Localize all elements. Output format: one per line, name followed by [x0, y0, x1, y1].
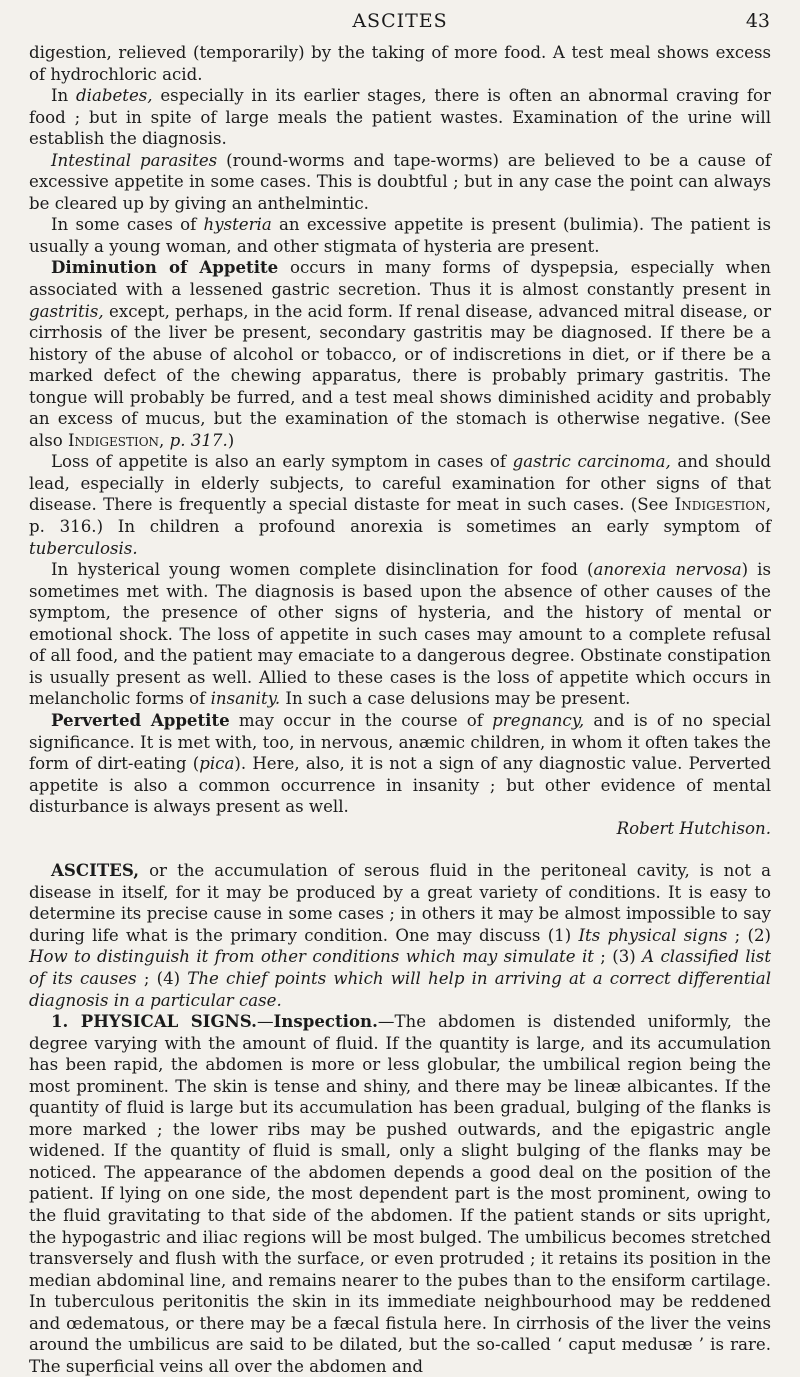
- bold-heading: Perverted Appetite: [51, 709, 230, 730]
- italic-term: Intestinal parasites: [51, 150, 218, 170]
- page-body: [29, 42, 771, 1377]
- italic-term: pregnancy,: [492, 710, 585, 730]
- text-run: ) is sometimes met with. The diagnosis is based upon the absence of other causes of the symptom, the presence of other signs of hysteria, and the history of mental or emotional shock. The loss of appetite in such cases may amount to a complete refusal of all food, and the patient may emaciate to a dangerous degree. Obstinate constipation is usually present as well. Allied to these cases is the loss of appetite which occurs in melancholic forms of: [29, 560, 772, 709]
- text-run: digestion, relieved (temporarily) by the taking of more food. A test meal shows excess of hydrochloric acid.: [29, 43, 771, 84]
- bold-subheading: Inspection.: [273, 1011, 378, 1032]
- italic-term: gastritis,: [29, 301, 104, 321]
- text-run: or the accumulation of serous fluid in the peritoneal cavity, is not a disease in itself, for it may be produced by a great variety of conditions. It is easy to determine its precise cause in some cases ; in others it may be almost impossible to say during life what is the primary condition. One may discuss (1): [29, 861, 771, 945]
- paragraph-diminution-of-appetite: [29, 257, 771, 451]
- text-run: ; (4): [136, 968, 188, 988]
- italic-term: gastric carcinoma,: [512, 452, 671, 472]
- cross-reference: Indigestion,: [674, 495, 771, 515]
- text-run: may occur in the course of: [229, 710, 493, 730]
- text-run: —The abdomen is distended uniformly, the degree varying with the amount of fluid. If the quantity is large, and its accumulation has been rapid, the abdomen is more or less globular, the umbilical region being the most prominent. The skin is tense and shiny, and there may be lineæ albicantes. If the quantity of fluid is large but its accumulation has been gradual, bulging of the flanks is more marked ; the lower ribs may be pushed outwards, and the epigastric angle widened. If the quantity of fluid is small, only a slight bulging of the flanks may be noticed. The appearance of the abdomen depends a good deal on the position of the patient. If lying on one side, the most dependent part is the most prominent, owing to the fluid gravitating to that side of the abdomen. If the patient stands or sits upright, the hypogastric and iliac regions will be most bulged. The umbilicus becomes stretched transversely and flush with the surface, or even protruded ; it retains its position in the median abdominal line, and remains nearer to the pubes than to the ensiform cartilage. In tuberculous peritonitis the skin in its immediate neighbourhood may be reddened and œdematous, or there may be a fæcal fistula here. In cirrhosis of the liver the veins around the umbilicus are said to be dilated, but the so-called ‘ caput medusæ ’ is rare. The superficial veins all over the abdomen and: [29, 1012, 771, 1376]
- italic-term: hysteria: [203, 215, 272, 235]
- text-run: and should lead, especially in elderly subjects, to careful examination for other signs of that disease. There is frequently a special distaste for meat in such cases. (See: [29, 452, 772, 515]
- paragraph-gastric-carcinoma: [29, 451, 771, 559]
- bold-heading: Diminution of Appetite: [51, 257, 279, 278]
- text-run: ; (3): [593, 947, 643, 967]
- italic-term: pica: [199, 754, 235, 774]
- italic-term: insanity.: [210, 689, 281, 709]
- text-run: ). Here, also, it is not a sign of any diagnostic value. Perverted appetite is also a common occurrence in insanity ; but other evidence of mental disturbance is always present as well.: [29, 754, 771, 817]
- italic-term: A classified list of its causes: [29, 947, 771, 988]
- italic-term: Its physical signs: [578, 925, 728, 945]
- text-run: p. 316.) In children a profound anorexia is sometimes an early symptom of: [29, 517, 771, 537]
- bold-heading: ASCITES,: [51, 860, 139, 881]
- italic-term: How to distinguish it from other conditions which may simulate it: [29, 947, 594, 967]
- text-run: Loss of appetite is also an early symptom in cases of: [51, 452, 513, 472]
- paragraph-diabetes: [29, 85, 771, 150]
- italic-term: diabetes,: [76, 86, 153, 106]
- page-reference: p. 317.: [164, 430, 228, 450]
- paragraph-intestinal-parasites: [29, 150, 771, 215]
- paragraph-hysteria: [29, 214, 771, 257]
- page-header: [0, 6, 800, 36]
- paragraph-anorexia-nervosa: [29, 559, 771, 710]
- text-run: an excessive appetite is present (bulimia). The patient is usually a young woman, and other stigmata of hysteria are present.: [29, 215, 771, 256]
- text-run: except, perhaps, in the acid form. If renal disease, advanced mitral disease, or cirrhosis of the liver be present, secondary gastritis may be diagnosed. If there be a history of the abuse of alcohol or tobacco, or of indiscretions in diet, or if there be a marked defect of the chewing apparatus, there is probably primary gastritis. The tongue will probably be furred, and a test meal shows diminished acidity and probably an excess of mucus, but the examination of the stomach is otherwise negative. (See also: [29, 301, 771, 450]
- italic-term: tuberculosis.: [29, 538, 138, 558]
- text-run: (round-worms and tape-worms) are believed to be a cause of excessive appetite in some cases. This is doubtful ; but in any case the point can always be cleared up by giving an anthelmintic.: [29, 150, 771, 213]
- text-run: In such a case delusions may be present.: [280, 689, 631, 709]
- text-run: especially in its earlier stages, there is often an abnormal craving for food ; but in spite of large meals the patient wastes. Examination of the urine will establish the diagnosis.: [29, 86, 771, 149]
- page-number: 43: [745, 10, 770, 32]
- text-run: —: [256, 1012, 274, 1032]
- text-run: occurs in many forms of dyspepsia, especially when associated with a lessened gastric secretion. Thus it is almost constantly present in: [29, 258, 771, 300]
- text-run: and is of no special significance. It is met with, too, in nervous, anæmic children, in whom it often takes the form of dirt-eating (: [29, 710, 771, 774]
- italic-term: The chief points which will help in arriving at a correct differential diagnosis in a particular case.: [29, 968, 771, 1010]
- paragraph-digestion: [29, 42, 771, 85]
- cross-reference: Indigestion,: [67, 430, 165, 450]
- running-title: ASCITES: [352, 10, 448, 32]
- text-run: In: [51, 86, 77, 106]
- italic-term: anorexia nervosa: [593, 560, 742, 580]
- author-signature: Robert Hutchison.: [616, 818, 771, 838]
- paragraph-physical-signs: [29, 1011, 771, 1377]
- paragraph-perverted-appetite: [29, 710, 771, 818]
- text-run: ; (2): [727, 925, 772, 945]
- text-run: In hysterical young women complete disinclination for food (: [51, 560, 594, 580]
- bold-heading: 1. PHYSICAL SIGNS.: [51, 1011, 257, 1032]
- text-run: ): [227, 430, 235, 450]
- paragraph-ascites-intro: [29, 860, 771, 1011]
- text-run: In some cases of: [51, 215, 204, 235]
